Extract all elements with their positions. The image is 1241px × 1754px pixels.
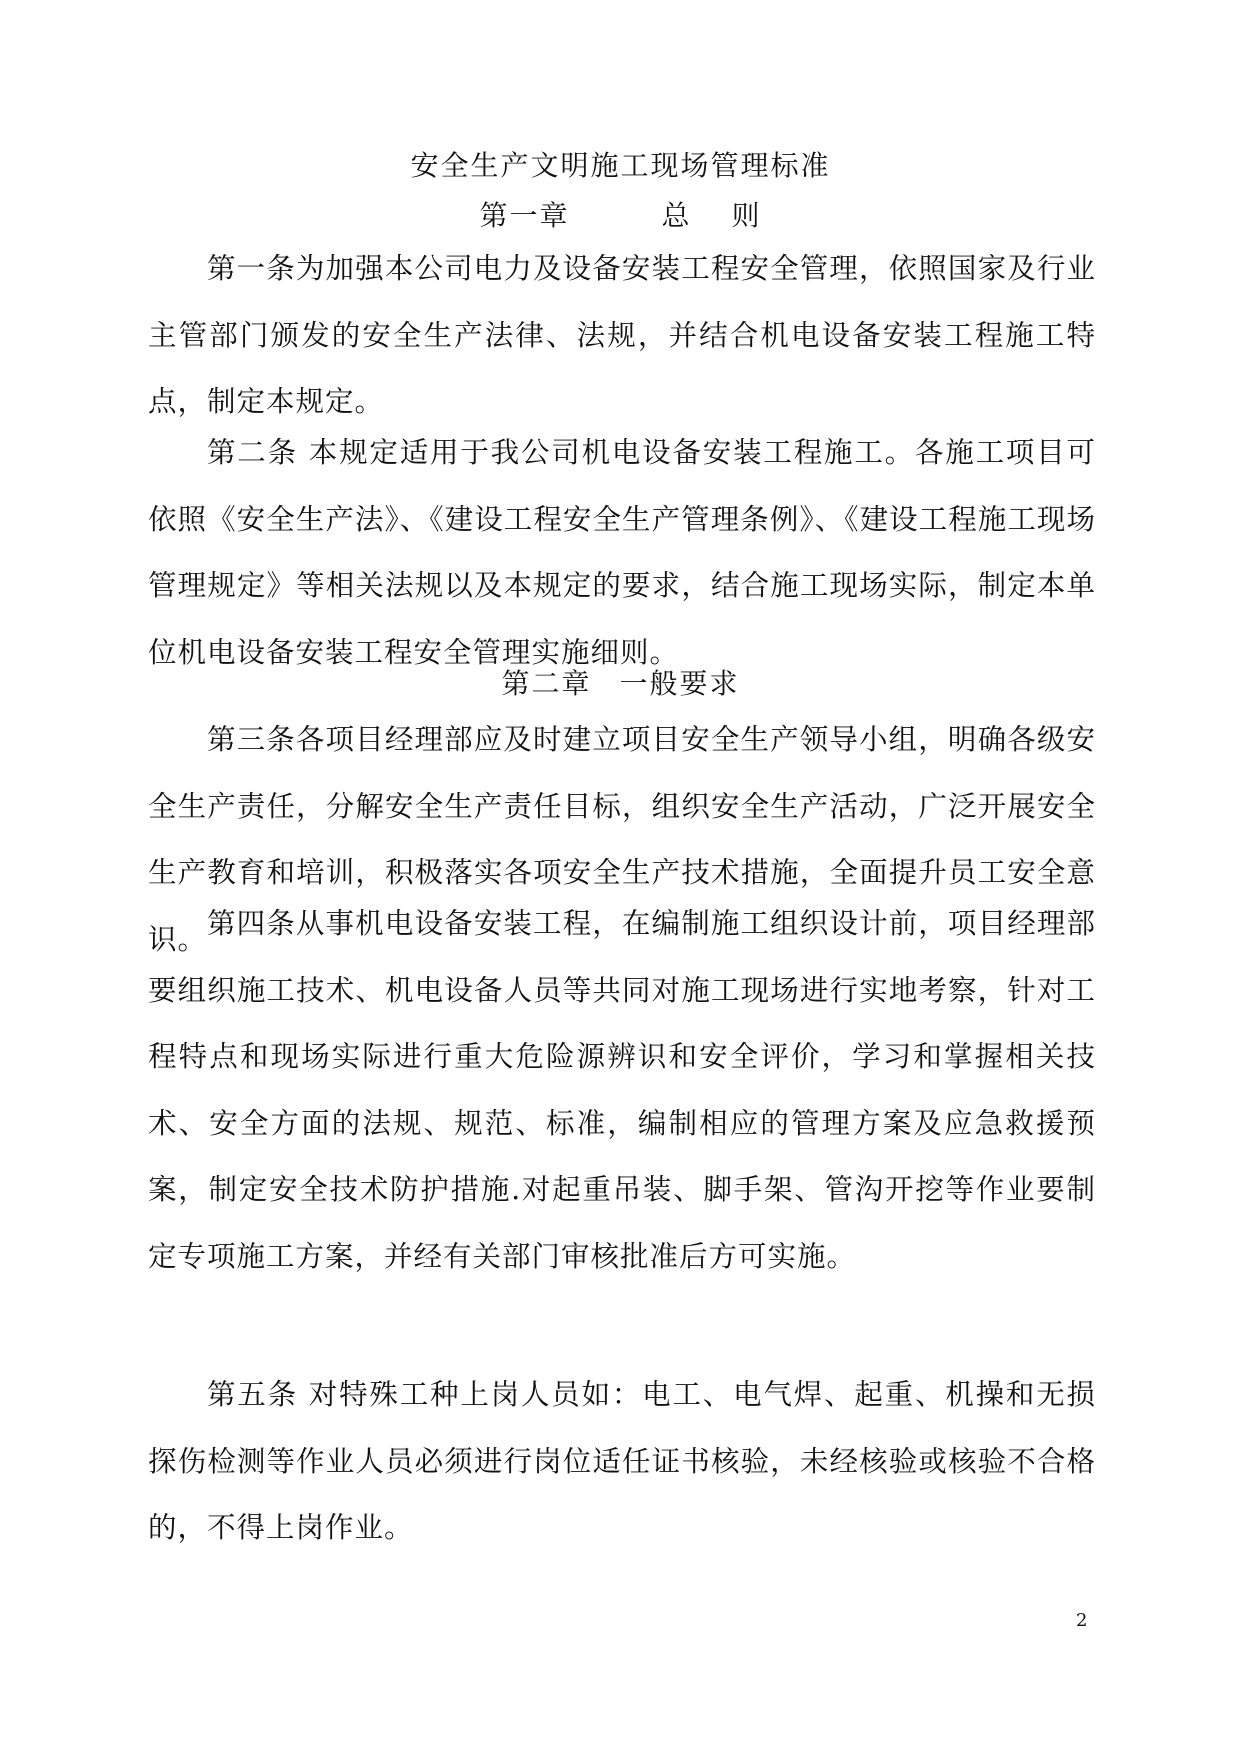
page-number: 2	[1076, 1610, 1088, 1631]
article-4: 第四条从事机电设备安装工程，在编制施工组织设计前，项目经理部要组织施工技术、机电设备人员等共同对施工现场进行实地考察，针对工程特点和现场实际进行重大危险源辨识和安全评价，学习和掌握相关技术、安全方面的法规、规范、标准，编制相应的管理方案及应急救援预案，制定安全技术防护措施.对起重吊装、脚手架、管沟开挖等作业要制定专项施工方案，并经有关部门审核批准后方可实施。	[148, 907, 1096, 1273]
article-1: 第一条为加强本公司电力及设备安装工程安全管理，依照国家及行业主管部门颁发的安全生产法律、法规，并结合机电设备安装工程施工特点，制定本规定。	[148, 252, 1096, 418]
document-title: 安全生产文明施工现场管理标准	[410, 149, 831, 182]
chapter-1-label: 第一章	[479, 199, 570, 232]
chapter-2-name: 一般要求	[619, 667, 740, 700]
article-5: 第五条 对特殊工种上岗人员如：电工、电气焊、起重、机操和无损探伤检测等作业人员必须进行岗位适任证书核验，未经核验或核验不合格的，不得上岗作业。	[148, 1378, 1096, 1544]
chapter-2-heading	[0, 664, 1241, 704]
chapter-1-heading	[0, 196, 1241, 236]
chapter-2-label: 第二章	[501, 667, 592, 700]
article-3: 第三条各项目经理部应及时建立项目安全生产领导小组，明确各级安全生产责任，分解安全生产责任目标，组织安全生产活动，广泛开展安全生产教育和培训，积极落实各项安全生产技术措施，全面提升员工安全意识。	[148, 723, 1096, 956]
chapter-1-name: 总	[661, 199, 692, 232]
article-2: 第二条 本规定适用于我公司机电设备安装工程施工。各施工项目可依照《安全生产法》、《建设工程安全生产管理条例》、《建设工程施工现场管理规定》等相关法规以及本规定的要求，结合施工现场实际，制定本单位机电设备安装工程安全管理实施细则。	[148, 436, 1096, 669]
chapter-1-name-2: 则	[731, 199, 762, 232]
